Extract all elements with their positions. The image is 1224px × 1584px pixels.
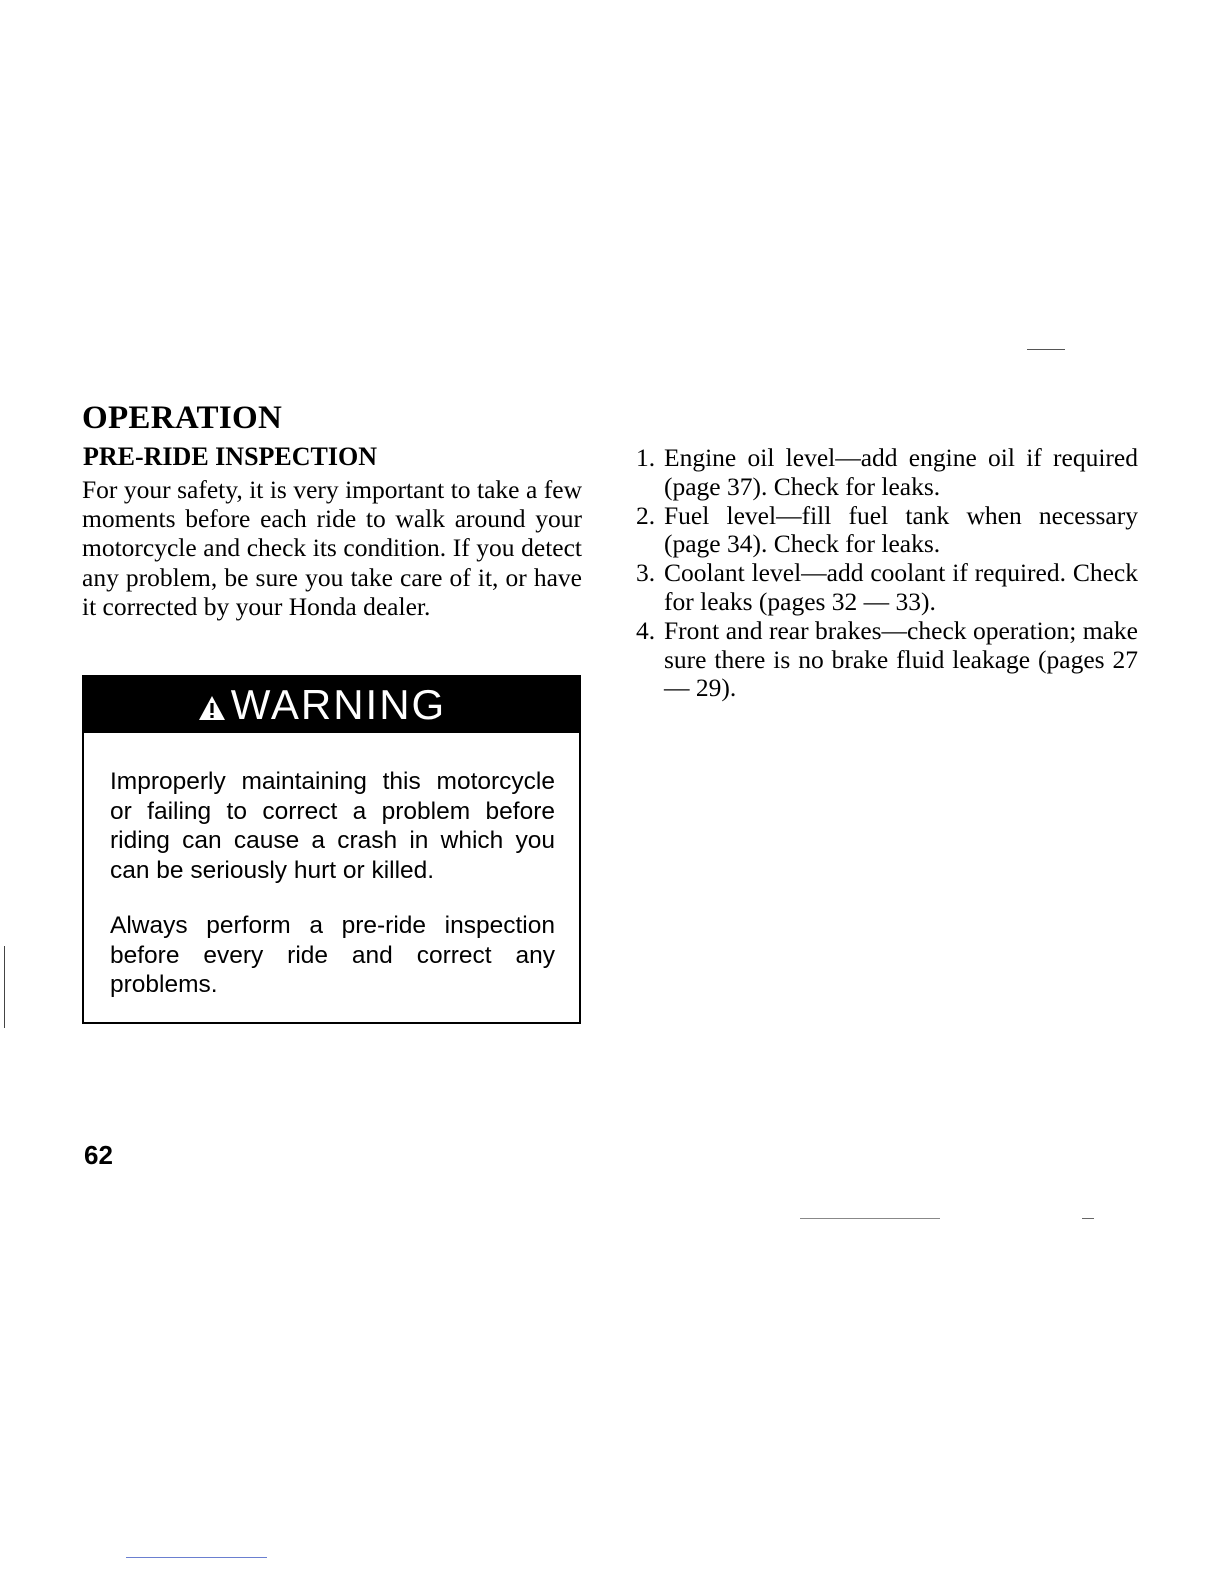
scan-mark — [1027, 349, 1065, 350]
list-item — [636, 617, 1138, 703]
warning-paragraph: Always perform a pre-ride inspection before every ride and correct any problems. — [110, 912, 555, 998]
list-item-text: Front and rear brakes—check operation; make sure there is no brake fluid leakage (pages 27 — 29). — [664, 615, 1138, 703]
section-title: OPERATION — [82, 400, 283, 436]
scan-mark — [1082, 1218, 1094, 1219]
list-item — [636, 559, 1138, 617]
list-item-number: 4. — [636, 615, 656, 645]
list-item — [636, 502, 1138, 560]
warning-header — [84, 677, 579, 733]
scan-mark — [4, 946, 5, 1028]
scan-mark — [800, 1218, 940, 1219]
list-item-text: Coolant level—add coolant if required. Check for leaks (pages 32 — 33). — [664, 558, 1138, 616]
warning-body — [84, 733, 579, 1000]
subsection-title: PRE-RIDE INSPECTION — [83, 442, 377, 471]
inspection-checklist — [636, 444, 1138, 703]
list-item — [636, 444, 1138, 502]
warning-triangle-icon — [197, 693, 227, 723]
list-item-number: 3. — [636, 558, 656, 588]
warning-paragraph: Improperly maintaining this motorcycle or failing to correct a problem before riding can cause a crash in which you can be seriously hurt or killed. — [110, 768, 555, 884]
intro-paragraph: For your safety, it is very important to take a few moments before each ride to walk around your motorcycle and check its condition. If you detect any problem, be sure you take care of it, or have it corrected by your Honda dealer. — [82, 475, 582, 621]
list-item-text: Engine oil level—add engine oil if required (page 37). Check for leaks. — [664, 443, 1138, 501]
list-item-text: Fuel level—fill fuel tank when necessary (page 34). Check for leaks. — [664, 500, 1138, 559]
scan-mark — [126, 1557, 267, 1558]
list-item-number: 2. — [636, 500, 656, 530]
page-number: 62 — [84, 1140, 113, 1170]
warning-title: WARNING — [230, 681, 447, 728]
warning-box — [82, 675, 581, 1024]
list-item-number: 1. — [636, 443, 656, 472]
